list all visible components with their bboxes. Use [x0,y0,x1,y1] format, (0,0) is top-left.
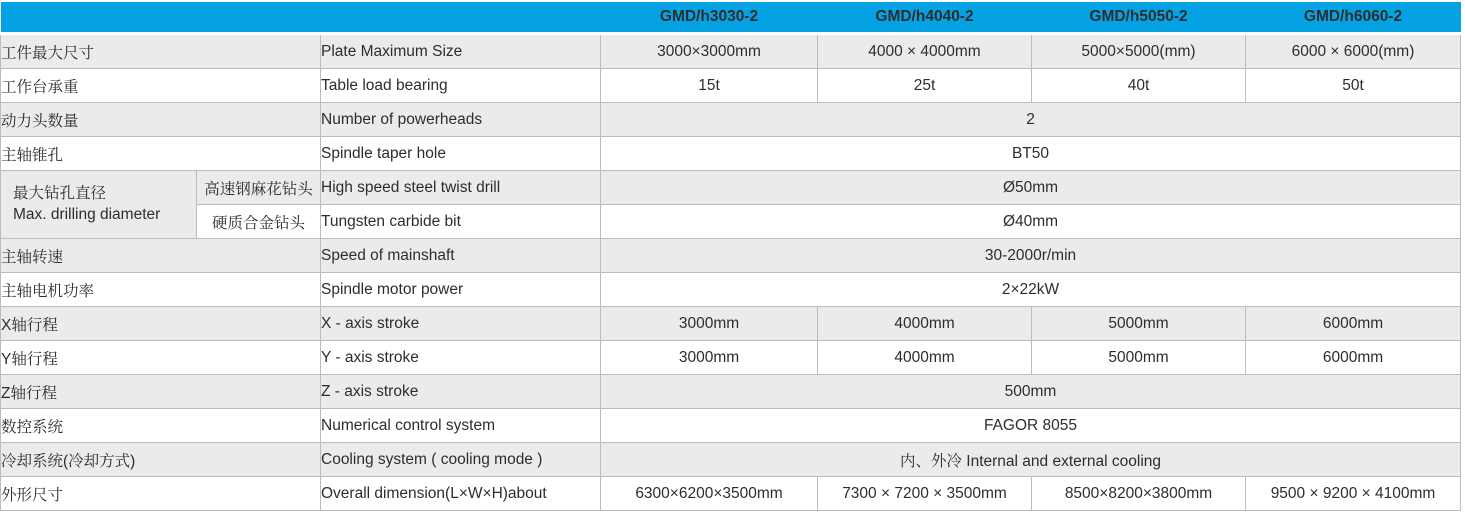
table-load-value-h5050: 40t [1032,69,1246,103]
y-stroke-value-h4040: 4000mm [818,341,1032,375]
drilling-carbide-zh-label: 硬质合金钻头 [197,205,321,239]
drilling-hss-en-label: High speed steel twist drill [321,171,601,205]
model-header-h6060: GMD/h6060-2 [1246,2,1461,34]
plate-max-value-h6060: 6000 × 6000(mm) [1246,34,1461,69]
max-drilling-en-label: Max. drilling diameter [13,205,161,223]
plate-max-en-label: Plate Maximum Size [321,34,601,69]
header-spacer [1,2,601,34]
model-header-h5050: GMD/h5050-2 [1032,2,1246,34]
cooling-en-label: Cooling system ( cooling mode ) [321,443,601,477]
motor-power-value: 2×22kW [601,273,1461,307]
drilling-carbide-en-label: Tungsten carbide bit [321,205,601,239]
row-z-stroke [1,375,1461,409]
row-motor-power [1,273,1461,307]
max-drilling-label [1,171,197,239]
z-stroke-zh-label: Z轴行程 [1,375,321,409]
cnc-value: FAGOR 8055 [601,409,1461,443]
table-load-en-label: Table load bearing [321,69,601,103]
overall-value-h5050: 8500×8200×3800mm [1032,477,1246,511]
y-stroke-value-h6060: 6000mm [1246,341,1461,375]
row-cooling [1,443,1461,477]
motor-power-en-label: Spindle motor power [321,273,601,307]
z-stroke-value: 500mm [601,375,1461,409]
table-load-zh-label: 工作台承重 [1,69,321,103]
row-drilling-carbide [1,205,1461,239]
overall-value-h4040: 7300 × 7200 × 3500mm [818,477,1032,511]
x-stroke-zh-label: X轴行程 [1,307,321,341]
overall-value-h6060: 9500 × 9200 × 4100mm [1246,477,1461,511]
row-powerheads [1,103,1461,137]
y-stroke-zh-label: Y轴行程 [1,341,321,375]
table-load-value-h4040: 25t [818,69,1032,103]
spindle-speed-en-label: Speed of mainshaft [321,239,601,273]
plate-max-zh-label: 工件最大尺寸 [1,34,321,69]
row-y-stroke [1,341,1461,375]
model-header-h3030: GMD/h3030-2 [601,2,818,34]
drilling-hss-value: Ø50mm [601,171,1461,205]
row-drilling-hss [1,171,1461,205]
powerheads-en-label: Number of powerheads [321,103,601,137]
spindle-taper-zh-label: 主轴锥孔 [1,137,321,171]
drilling-carbide-value: Ø40mm [601,205,1461,239]
cnc-zh-label: 数控系统 [1,409,321,443]
overall-zh-label: 外形尺寸 [1,477,321,511]
model-header-row [1,2,1461,34]
y-stroke-value-h5050: 5000mm [1032,341,1246,375]
row-spindle-taper [1,137,1461,171]
machine-spec-table [0,2,1461,511]
motor-power-zh-label: 主轴电机功率 [1,273,321,307]
row-x-stroke [1,307,1461,341]
row-table-load [1,69,1461,103]
x-stroke-value-h3030: 3000mm [601,307,818,341]
table-load-value-h6060: 50t [1246,69,1461,103]
spindle-speed-value: 30-2000r/min [601,239,1461,273]
cooling-zh-label: 冷却系统(冷却方式) [1,443,321,477]
plate-max-value-h4040: 4000 × 4000mm [818,34,1032,69]
row-overall-dimension [1,477,1461,511]
max-drilling-zh-label: 最大钻孔直径 [13,185,107,203]
y-stroke-value-h3030: 3000mm [601,341,818,375]
powerheads-value: 2 [601,103,1461,137]
cooling-value: 内、外冷 Internal and external cooling [601,443,1461,477]
drilling-hss-zh-label: 高速钢麻花钻头 [197,171,321,205]
row-cnc-system [1,409,1461,443]
z-stroke-en-label: Z - axis stroke [321,375,601,409]
row-spindle-speed [1,239,1461,273]
spindle-taper-value: BT50 [601,137,1461,171]
powerheads-zh-label: 动力头数量 [1,103,321,137]
plate-max-value-h5050: 5000×5000(mm) [1032,34,1246,69]
row-plate-max-size [1,34,1461,69]
overall-value-h3030: 6300×6200×3500mm [601,477,818,511]
x-stroke-value-h4040: 4000mm [818,307,1032,341]
model-header-h4040: GMD/h4040-2 [818,2,1032,34]
y-stroke-en-label: Y - axis stroke [321,341,601,375]
x-stroke-en-label: X - axis stroke [321,307,601,341]
table-load-value-h3030: 15t [601,69,818,103]
cnc-en-label: Numerical control system [321,409,601,443]
x-stroke-value-h5050: 5000mm [1032,307,1246,341]
plate-max-value-h3030: 3000×3000mm [601,34,818,69]
spindle-speed-zh-label: 主轴转速 [1,239,321,273]
x-stroke-value-h6060: 6000mm [1246,307,1461,341]
spindle-taper-en-label: Spindle taper hole [321,137,601,171]
overall-en-label: Overall dimension(L×W×H)about [321,477,601,511]
